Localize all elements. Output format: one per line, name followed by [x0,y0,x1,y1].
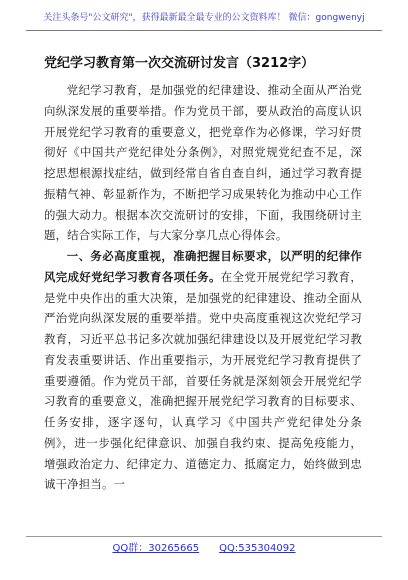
intro-paragraph: 党纪学习教育，是加强党的纪律建设、推动全面从严治党向纵深发展的重要举措。作为党员干部，要从政治的高度认识开展党纪学习教育的重要意义，把党章作为必修课，学习好贯彻好《中国共产党纪律处分条例》，对照党规党纪查不足，深挖思想根源找症结，做到经常自省自查自纠，通过学习教育提振精气神、彰显新作为，不断把学习成果转化为推动中心工作的强大动力。根据本次交流研讨的安排，下面，我围绕研讨主题，结合实际工作，与大家分享几点心得体会。 [44,83,362,243]
qq-group-link[interactable]: QQ群：30265665 [112,543,200,554]
footer-contact [0,539,408,554]
header-banner: 关注头条号"公文研究"，获得最新最全最专业的公文资料库！ 微信：gongwenyj [43,13,365,23]
header-divider [26,30,382,31]
document-title: 党纪学习教育第一次交流研讨发言（3212字） [44,56,315,71]
section-1-heading: 一、务必高度重视，准确把握目标要求，以严明的纪律作风完成好党纪学习教育各项任务。 [44,249,362,284]
document-body [44,80,362,495]
section-1-body: 在全党开展党纪学习教育，是党中央作出的重大决策，是加强党的纪律建设、推动全面从严治党向纵深发展的重要举措。党中央高度重视这次党纪学习教育，习近平总书记多次就加强纪律建设以及开展党纪学习教育发表重要讲话、作出重要指示，为开展党纪学习教育提供了重要遵循。作为党员干部，首要任务就是深刻领会开展党纪学习教育的重要意义，准确把握开展党纪学习教育的目标要求、任务安排，逐字逐句，认真学习《中国共产党纪律处分条例》，进一步强化纪律意识、加强自我约束、提高免疫能力，增强政治定力、纪律定力、道德定力、抵腐定力，始终做到忠诚干净担当。一 [44,269,362,492]
section-1-paragraph [44,246,362,495]
qq-number-link[interactable]: QQ:535304092 [219,543,296,554]
footer-divider [26,536,382,537]
